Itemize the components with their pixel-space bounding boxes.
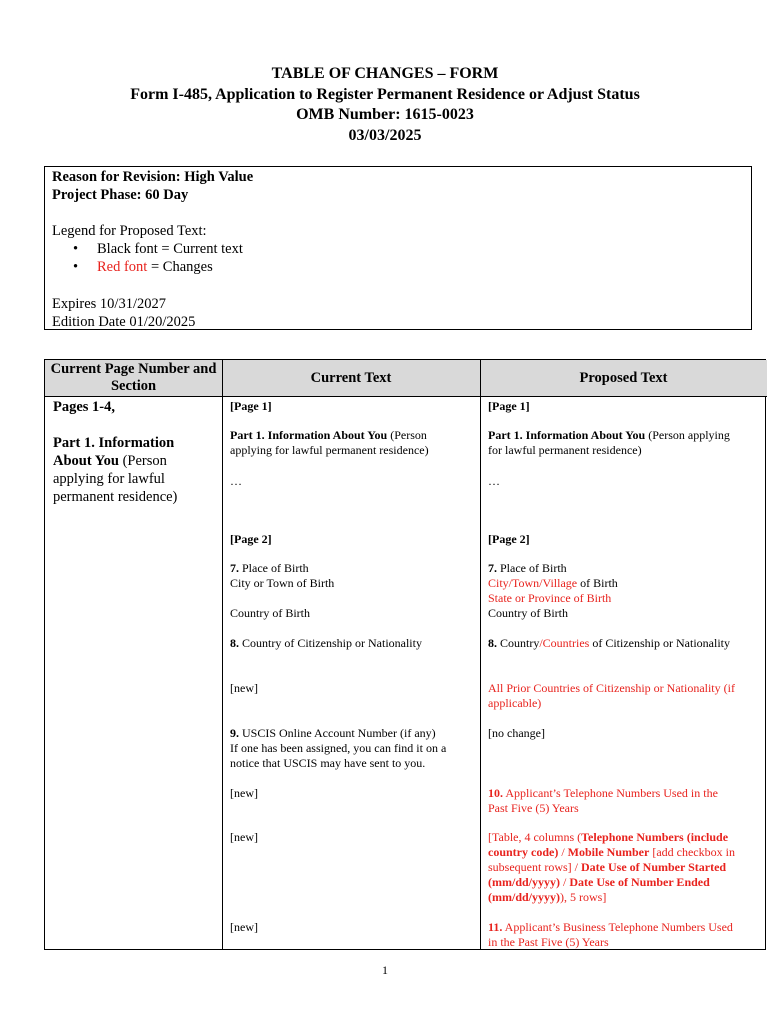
column-divider: [222, 360, 223, 949]
legend-red-rest: = Changes: [147, 259, 213, 275]
current-q9: [230, 726, 470, 771]
header-omb-number: OMB Number: 1615-0023: [296, 106, 474, 123]
current-page2: [Page 2]: [230, 532, 272, 546]
proposed-table-col1: Telephone Numbers (include country code): [488, 830, 729, 859]
proposed-phone-table: [488, 830, 738, 905]
current-page1: [Page 1]: [230, 399, 272, 413]
proposed-q11-num: 11.: [488, 920, 503, 934]
current-q7-country: Country of Birth: [230, 606, 310, 620]
column-divider: [480, 360, 481, 949]
column-header-current: Current Text: [222, 360, 480, 397]
legend-title: Legend for Proposed Text:: [52, 223, 207, 239]
proposed-part1-rest: (Person applying for lawful permanent residence): [488, 428, 730, 457]
legend-item-red: [69, 258, 744, 276]
legend-item-black: • Black font = Current text: [69, 240, 744, 258]
revision-reason: Reason for Revision: High Value: [52, 169, 254, 185]
proposed-q7-state: State or Province of Birth: [488, 591, 612, 605]
proposed-q7-label: Place of Birth: [497, 561, 567, 575]
proposed-table-p3: [add checkbox in subsequent rows] /: [488, 845, 735, 874]
proposed-q8-change: /Countries: [539, 636, 590, 650]
proposed-table-col3: Date Use of Number Started (mm/dd/yyyy): [488, 860, 727, 889]
proposed-q8-num: 8.: [488, 636, 497, 650]
expires-date: Expires 10/31/2027: [52, 296, 166, 312]
document-header: [0, 64, 770, 146]
proposed-q10: [488, 786, 738, 816]
legend-list: [69, 240, 744, 276]
header-form-name: Form I-485, Application to Register Permanent Residence or Adjust Status: [130, 85, 640, 103]
section-part-bold: Part 1. Information About You: [53, 435, 175, 469]
revision-info-box: [44, 166, 752, 330]
current-part1-rest: (Person applying for lawful permanent residence): [230, 428, 429, 457]
proposed-q8-pre: Country: [497, 636, 540, 650]
current-q8-label: Country of Citizenship or Nationality: [239, 636, 422, 650]
current-q8-num: 8.: [230, 636, 239, 650]
current-part1: [230, 428, 470, 458]
proposed-prior-countries: All Prior Countries of Citizenship or Nationality (if applicable): [488, 681, 735, 710]
proposed-table-p1: [Table, 4 columns (: [488, 830, 582, 844]
proposed-q9-no-change: [no change]: [488, 726, 545, 740]
section-pages: Pages 1-4,: [53, 399, 116, 415]
current-q7: [230, 561, 470, 591]
current-q9-label: USCIS Online Account Number (if any): [239, 726, 436, 740]
proposed-q11: [488, 920, 738, 950]
current-part1-bold: Part 1. Information About You: [230, 428, 388, 442]
proposed-q10-num: 10.: [488, 786, 503, 800]
current-q7-city: City or Town of Birth: [230, 576, 335, 590]
current-q9-note: If one has been assigned, you can find it on a notice that USCIS may have sent to you.: [230, 741, 447, 770]
proposed-part1-bold: Part 1. Information About You: [488, 428, 646, 442]
column-header-proposed: Proposed Text: [480, 360, 767, 397]
current-q7-num: 7.: [230, 561, 239, 575]
proposed-table-col2: Mobile Number: [567, 845, 650, 859]
proposed-q8: [488, 636, 738, 651]
legend-red-label: Red font: [97, 259, 148, 275]
proposed-q7-city-change: City/Town/Village: [488, 576, 578, 590]
edition-date: Edition Date 01/20/2025: [52, 314, 196, 330]
proposed-table-p5: ), 5 rows]: [560, 890, 607, 904]
proposed-page1: [Page 1]: [488, 399, 530, 413]
proposed-q10-label: Applicant’s Telephone Numbers Used in the Past Five (5) Years: [488, 786, 718, 815]
section-part-rest: (Person applying for lawful permanent residence): [53, 453, 178, 505]
header-title: TABLE OF CHANGES – FORM: [271, 65, 499, 82]
current-new-q10: [new]: [230, 786, 258, 800]
proposed-table-p2: /: [558, 845, 568, 859]
proposed-table-p4: /: [560, 875, 570, 889]
proposed-table-col4: Date Use of Number Ended (mm/dd/yyyy): [488, 875, 710, 904]
proposed-q7-country: Country of Birth: [488, 606, 568, 620]
current-ellipsis: …: [230, 474, 242, 488]
section-cell: [53, 398, 213, 506]
proposed-part1: [488, 428, 738, 458]
header-date: 03/03/2025: [348, 126, 422, 144]
proposed-ellipsis: …: [488, 474, 500, 488]
project-phase: Project Phase: 60 Day: [52, 187, 189, 203]
proposed-page2: [Page 2]: [488, 532, 530, 546]
current-q9-num: 9.: [230, 726, 239, 740]
current-new-table: [new]: [230, 830, 258, 844]
current-new-q11: [new]: [230, 920, 258, 934]
page-number: 1: [382, 963, 388, 977]
section-title: [53, 434, 213, 506]
column-header-section: Current Page Number and Section: [45, 360, 222, 397]
proposed-q7: [488, 561, 738, 621]
current-q8: [230, 636, 470, 651]
changes-table: [44, 359, 766, 950]
proposed-q7-city-rest: of Birth: [577, 576, 618, 590]
proposed-q11-label: Applicant’s Business Telephone Numbers Used in the Past Five (5) Years: [488, 920, 733, 949]
current-q7-label: Place of Birth: [239, 561, 309, 575]
proposed-q8-rest: of Citizenship or Nationality: [589, 636, 730, 650]
proposed-q7-num: 7.: [488, 561, 497, 575]
current-new-prior-countries: [new]: [230, 681, 258, 695]
